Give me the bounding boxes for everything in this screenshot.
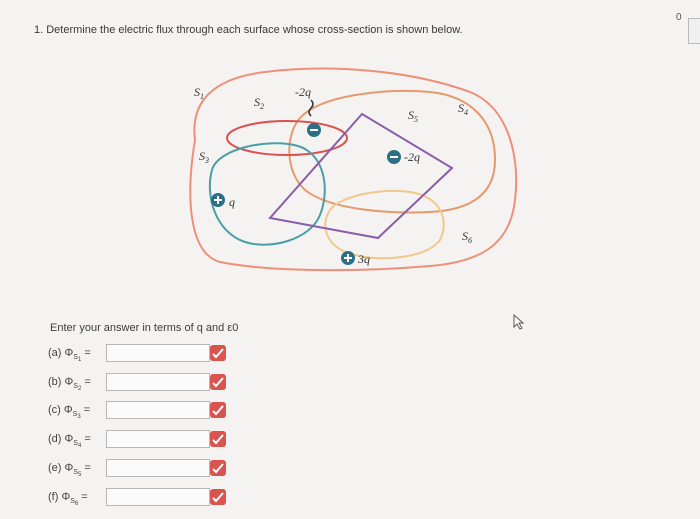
answer-row (48, 487, 248, 509)
answer-row (48, 429, 248, 451)
answer-input[interactable] (106, 401, 210, 419)
answer-equals: = (80, 404, 91, 416)
answer-subsubscript: 2 (77, 386, 82, 392)
answer-subscript: S1 (73, 354, 82, 363)
answer-equals: = (78, 491, 88, 503)
instructions-text: Enter your answer in terms of q and ε0 (50, 322, 239, 334)
answer-prefix: (d) Φ (48, 433, 74, 445)
checkmark-icon (210, 431, 226, 447)
surface-s3-outline (210, 143, 325, 244)
check-answer-button[interactable] (210, 374, 226, 390)
answer-prefix: (e) Φ (48, 462, 74, 474)
label-s1: $S_1$ (194, 85, 204, 101)
check-answer-button[interactable] (210, 460, 226, 476)
checkmark-icon (210, 402, 226, 418)
answer-label (48, 491, 88, 507)
mouse-cursor-icon (512, 314, 526, 330)
checkmark-icon (210, 345, 226, 361)
answer-label (48, 433, 91, 449)
label-s4: $S_4$ (458, 101, 468, 117)
surface-s5-outline (270, 114, 452, 238)
answer-label (48, 462, 91, 478)
question-title: 1. Determine the electric flux through each surface whose cross-section is shown below. (34, 24, 463, 36)
answer-equals: = (81, 376, 91, 388)
answer-prefix: (f) Φ (48, 491, 71, 503)
answer-subsubscript: 4 (77, 443, 82, 449)
answer-equals: = (81, 433, 91, 445)
answer-equals: = (81, 347, 91, 359)
answer-prefix: (b) Φ (48, 376, 74, 388)
charge-label-right: -2q (404, 150, 420, 164)
answer-subsubscript: 6 (74, 501, 79, 507)
answer-input[interactable] (106, 373, 210, 391)
label-s5: $S_5$ (408, 108, 418, 124)
answer-prefix: (c) Φ (48, 404, 73, 416)
answer-equals: = (81, 462, 91, 474)
surface-s6-outline (325, 191, 443, 258)
charge-label-3q: 3q (358, 252, 370, 266)
answer-subscript: S6 (70, 498, 79, 507)
charge-label-top: -2q (295, 85, 311, 99)
checkmark-icon (210, 489, 226, 505)
answer-input[interactable] (106, 344, 210, 362)
answer-input[interactable] (106, 488, 210, 506)
answer-label (48, 347, 91, 363)
label-s2: $S_2$ (254, 95, 264, 111)
answer-subsubscript: 3 (77, 414, 81, 420)
answer-subsubscript: 1 (77, 357, 82, 363)
answer-subscript: S3 (72, 411, 81, 420)
answer-row (48, 400, 248, 422)
answer-row (48, 372, 248, 394)
answer-label (48, 376, 91, 392)
label-s6: $S_6$ (462, 229, 472, 245)
answer-subscript: S5 (73, 469, 82, 478)
answer-row (48, 458, 248, 480)
answer-subsubscript: 5 (77, 472, 82, 478)
answer-subscript: S4 (73, 440, 82, 449)
checkmark-icon (210, 374, 226, 390)
answer-label (48, 404, 90, 420)
answer-row (48, 343, 248, 365)
charge-label-q: q (229, 195, 235, 209)
answer-input[interactable] (106, 459, 210, 477)
check-answer-button[interactable] (210, 345, 226, 361)
answer-prefix: (a) Φ (48, 347, 74, 359)
check-answer-button[interactable] (210, 489, 226, 505)
checkmark-icon (210, 460, 226, 476)
answer-subscript: S2 (73, 383, 82, 392)
check-answer-button[interactable] (210, 431, 226, 447)
score-badge: 0 (676, 12, 682, 23)
label-s3: $S_3$ (199, 149, 209, 165)
answer-input[interactable] (106, 430, 210, 448)
check-answer-button[interactable] (210, 402, 226, 418)
